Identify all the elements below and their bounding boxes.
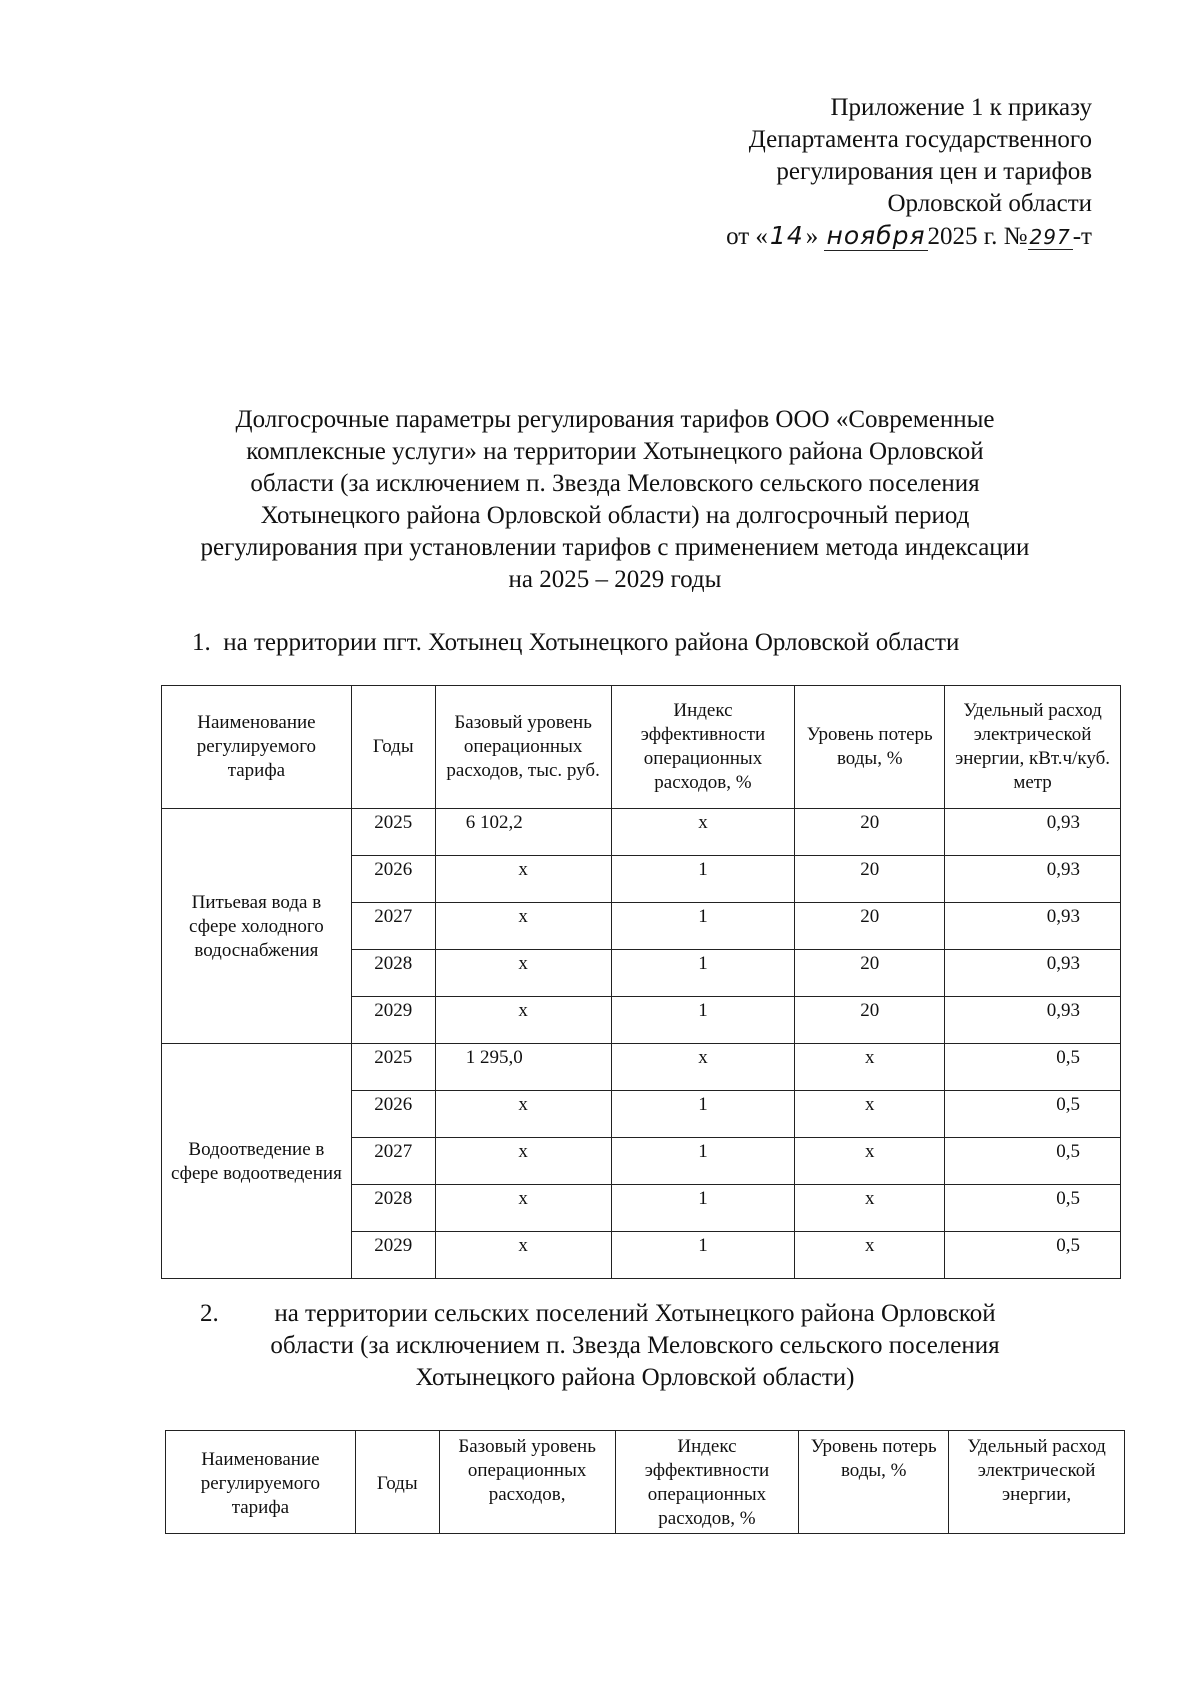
index-cell: 1 — [611, 1091, 795, 1138]
base-cell: х — [435, 1185, 611, 1232]
year-cell: 2027 — [351, 903, 435, 950]
tariff-table-2 — [165, 1430, 1125, 1534]
energy-cell: 0,5 — [945, 1232, 1121, 1279]
base-cell: х — [435, 1138, 611, 1185]
base-cell: х — [435, 1232, 611, 1279]
index-cell: 1 — [611, 1232, 795, 1279]
title-line-6: на 2025 – 2029 годы — [508, 566, 722, 593]
appendix-header — [600, 92, 1092, 253]
section-2-line-1: на территории сельских поселений Хотынецкого района Орловской — [274, 1300, 996, 1327]
handwritten-day: 14 — [769, 221, 804, 250]
index-cell: 1 — [611, 1185, 795, 1232]
header-efficiency-index: Индекс эффективности операционных расходов, % — [615, 1431, 799, 1534]
table-header-row — [162, 686, 1121, 809]
energy-cell: 0,93 — [945, 950, 1121, 997]
header-tariff-name: Наименование регулируемого тарифа — [162, 686, 352, 809]
year-cell: 2029 — [351, 1232, 435, 1279]
year-cell: 2028 — [351, 1185, 435, 1232]
title-line-1: Долгосрочные параметры регулирования тарифов ООО «Современные — [235, 406, 995, 433]
tariff-table-1 — [161, 685, 1121, 1279]
loss-cell: 20 — [795, 903, 945, 950]
loss-cell: 20 — [795, 856, 945, 903]
loss-cell: х — [795, 1044, 945, 1091]
energy-cell: 0,93 — [945, 809, 1121, 856]
order-date-line — [600, 220, 1092, 253]
loss-cell: 20 — [795, 950, 945, 997]
appendix-line-2: Департамента государственного — [748, 126, 1092, 153]
group-cell-wastewater: Водоотведение в сфере водоотведения — [162, 1044, 352, 1279]
header-efficiency-index: Индекс эффективности операционных расходов, % — [611, 686, 795, 809]
index-cell: 1 — [611, 856, 795, 903]
handwritten-order-number: 297 — [1029, 225, 1071, 249]
base-cell: х — [435, 856, 611, 903]
title-line-2: комплексные услуги» на территории Хотынецкого района Орловской — [246, 438, 984, 465]
title-line-4: Хотынецкого района Орловской области) на долгосрочный период — [260, 502, 970, 529]
loss-cell: х — [795, 1232, 945, 1279]
index-cell: 1 — [611, 1138, 795, 1185]
order-year: 2025 г. № — [927, 223, 1028, 250]
index-cell: 1 — [611, 950, 795, 997]
loss-cell: х — [795, 1091, 945, 1138]
title-line-3: области (за исключением п. Звезда Меловского сельского поселения — [250, 470, 980, 497]
header-energy-consumption: Удельный расход электрической энергии, — [949, 1431, 1125, 1534]
table-row — [162, 809, 1121, 856]
section-1-text: на территории пгт. Хотынец Хотынецкого района Орловской области — [223, 629, 960, 656]
section-1-heading — [192, 627, 959, 659]
section-2-line-3: Хотынецкого района Орловской области) — [415, 1364, 855, 1391]
header-water-loss: Уровень потерь воды, % — [799, 1431, 949, 1534]
energy-cell: 0,5 — [945, 1185, 1121, 1232]
base-cell: 1 295,0 — [435, 1044, 611, 1091]
header-years: Годы — [351, 686, 435, 809]
header-tariff-name: Наименование регулируемого тарифа — [166, 1431, 356, 1534]
energy-cell: 0,5 — [945, 1138, 1121, 1185]
document-title — [140, 404, 1090, 596]
table-row — [162, 1044, 1121, 1091]
order-prefix: от « — [726, 223, 768, 250]
loss-cell: 20 — [795, 809, 945, 856]
energy-cell: 0,93 — [945, 903, 1121, 950]
section-1-number: 1. — [192, 629, 211, 656]
base-cell: х — [435, 903, 611, 950]
header-base-level: Базовый уровень операционных расходов, — [439, 1431, 615, 1534]
year-cell: 2026 — [351, 1091, 435, 1138]
year-cell: 2028 — [351, 950, 435, 997]
order-mid: » — [805, 223, 819, 250]
group-cell-drinking-water: Питьевая вода в сфере холодного водоснабжения — [162, 809, 352, 1044]
order-suffix: -т — [1072, 223, 1092, 250]
year-cell: 2025 — [351, 1044, 435, 1091]
header-energy-consumption: Удельный расход электрической энергии, кВт.ч/куб. метр — [945, 686, 1121, 809]
section-2-line-2: области (за исключением п. Звезда Меловского сельского поселения — [270, 1332, 1000, 1359]
energy-cell: 0,93 — [945, 997, 1121, 1044]
header-base-level: Базовый уровень операционных расходов, тыс. руб. — [435, 686, 611, 809]
index-cell: х — [611, 809, 795, 856]
loss-cell: х — [795, 1138, 945, 1185]
year-cell: 2025 — [351, 809, 435, 856]
base-cell: х — [435, 997, 611, 1044]
appendix-line-1: Приложение 1 к приказу — [830, 94, 1092, 121]
loss-cell: х — [795, 1185, 945, 1232]
appendix-line-4: Орловской области — [887, 190, 1092, 217]
year-cell: 2026 — [351, 856, 435, 903]
energy-cell: 0,93 — [945, 856, 1121, 903]
energy-cell: 0,5 — [945, 1091, 1121, 1138]
appendix-line-3: регулирования цен и тарифов — [776, 158, 1092, 185]
title-line-5: регулирования при установлении тарифов с применением метода индексации — [200, 534, 1030, 561]
base-cell: х — [435, 1091, 611, 1138]
handwritten-month: ноября — [826, 221, 926, 250]
index-cell: 1 — [611, 997, 795, 1044]
year-cell: 2027 — [351, 1138, 435, 1185]
index-cell: х — [611, 1044, 795, 1091]
section-2-number: 2. — [200, 1300, 219, 1327]
header-years: Годы — [355, 1431, 439, 1534]
section-2-heading — [170, 1298, 1100, 1394]
base-cell: 6 102,2 — [435, 809, 611, 856]
year-cell: 2029 — [351, 997, 435, 1044]
table-header-row — [166, 1431, 1125, 1534]
header-water-loss: Уровень потерь воды, % — [795, 686, 945, 809]
loss-cell: 20 — [795, 997, 945, 1044]
index-cell: 1 — [611, 903, 795, 950]
energy-cell: 0,5 — [945, 1044, 1121, 1091]
base-cell: х — [435, 950, 611, 997]
